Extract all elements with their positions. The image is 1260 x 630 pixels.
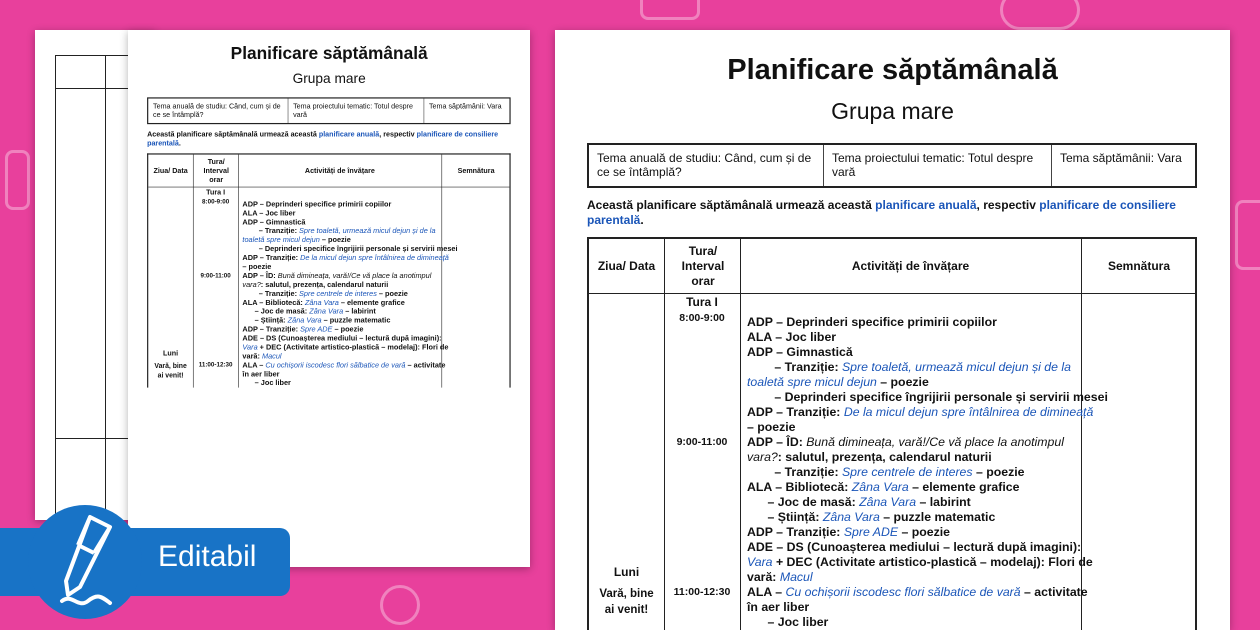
activity-text: Bună dimineața, vară!/Ce vă place la anotimpul: [806, 435, 1064, 449]
activity-line: [242, 334, 445, 343]
activities-list: [242, 199, 458, 388]
shift-label: Tura I: [686, 295, 718, 309]
activity-line: [747, 495, 1087, 510]
activity-text: ALA – Bibliotecă:: [242, 298, 305, 307]
activity-line: [242, 253, 449, 263]
activity-text: Bună dimineața, vară!/Ce vă place la anotimpul: [277, 271, 432, 280]
info-table: [587, 143, 1197, 188]
intro-text-mid: , respectiv: [976, 198, 1040, 212]
activity-line: [242, 227, 445, 236]
activity-text: – Tranziție:: [747, 360, 842, 374]
header-activities: Activități de învățare: [304, 166, 375, 175]
time-slot: 11:00-12:30: [198, 361, 233, 369]
parental-plan-link[interactable]: planificare de consiliere parentală: [587, 198, 1176, 227]
week-theme: Tema săptămânii: Vara: [1060, 151, 1182, 165]
activity-line: [242, 370, 445, 379]
activity-text: – Joc de masă:: [747, 495, 860, 509]
header-interval: Tura/ Interval orar: [203, 157, 229, 184]
activity-link: toaletă spre micul dejun: [242, 235, 320, 244]
activity-text: – elemente grafice: [908, 480, 1020, 494]
activity-line: [242, 298, 445, 307]
day-theme: Vară, bine ai venit!: [154, 362, 187, 380]
activity-text: – Deprinderi specifice îngrijirii personale și servirii mesei: [747, 390, 1108, 404]
header-signature: Semnătura: [1107, 259, 1171, 273]
activity-text: – poezie: [898, 525, 950, 539]
activity-line: [242, 244, 458, 254]
activity-line: [747, 615, 1087, 630]
activity-text: : salutul, prezența, calendarul naturii: [777, 450, 992, 464]
schedule-table: [587, 237, 1197, 630]
day-label: Luni: [163, 348, 179, 358]
annual-theme: Tema anuală de studiu: Când, cum și de ce se întâmplă?: [589, 145, 824, 186]
activity-line: [747, 405, 1094, 420]
activity-text: – Joc de masă:: [242, 307, 310, 316]
intro-text: [587, 198, 1197, 228]
activity-link[interactable]: Cu ochișorii iscodesc flori sălbatice de vară: [785, 585, 1021, 599]
activity-line: [242, 316, 445, 325]
activity-text: ADP – Tranziție:: [747, 525, 844, 539]
activity-line: [242, 361, 445, 370]
activity-line: [747, 600, 1087, 615]
activity-link[interactable]: Zâna Vara: [859, 495, 917, 509]
activity-link: De la micul dejun spre întâlnirea de dimineață: [300, 253, 449, 262]
activity-text: ADP – Gimnastică: [242, 217, 306, 227]
activities-list: [747, 315, 1108, 630]
time-slot: 8:00-9:00: [679, 312, 725, 324]
page-subtitle: Grupa mare: [292, 70, 366, 87]
editable-label: Editabil: [158, 540, 257, 573]
activity-line: [242, 352, 445, 361]
time-slot: 9:00-11:00: [200, 271, 231, 280]
activity-line: [242, 271, 445, 280]
activity-text: ALA –: [242, 360, 266, 370]
intro-text: [147, 130, 511, 148]
activity-text: – labirint: [916, 495, 971, 509]
time-slot: 11:00-12:30: [673, 586, 731, 598]
activity-line: [242, 209, 445, 218]
activity-line: [747, 525, 1087, 540]
activity-text: – poezie: [972, 465, 1025, 479]
activity-line: [747, 585, 1087, 600]
activity-line: [242, 342, 449, 352]
activity-link[interactable]: Spre centrele de interes: [841, 465, 973, 479]
activity-link[interactable]: toaletă spre micul dejun: [747, 375, 877, 389]
activity-line: [747, 315, 1087, 330]
time-slot: 9:00-11:00: [676, 436, 728, 448]
intro-text-end: .: [178, 139, 181, 148]
week-theme: Tema săptămânii: Vara: [428, 102, 502, 111]
activity-text: ADP – Gimnastică: [747, 345, 853, 359]
activity-link: Zâna Vara: [287, 316, 322, 325]
activity-line: [747, 375, 1087, 390]
info-table: [147, 97, 511, 124]
activity-text: – poezie: [319, 235, 351, 244]
activity-link[interactable]: Zâna Vara: [851, 480, 909, 494]
activity-line: [242, 379, 445, 388]
activity-text: – poezie: [876, 375, 929, 389]
activity-text: ADP – ÎD:: [747, 435, 807, 449]
project-theme: Tema proiectului tematic: Totul despre vară: [824, 145, 1052, 186]
activity-text: – Joc liber: [242, 378, 291, 388]
activity-line: [747, 435, 1087, 450]
activity-line: [747, 360, 1087, 375]
activity-text: ALA – Bibliotecă:: [747, 480, 852, 494]
activity-link[interactable]: Zâna Vara: [822, 510, 880, 524]
activity-text: – Știință:: [747, 510, 823, 524]
activity-text: – Deprinderi specifice îngrijirii personale și servirii mesei: [242, 244, 458, 253]
shift-label: Tura I: [206, 187, 226, 197]
activity-line: [242, 307, 445, 316]
header-activities: Activități de învățare: [851, 259, 970, 273]
activity-text: – Tranziție:: [242, 226, 300, 236]
activity-text: ADE – DS (Cunoașterea mediului – lectură după imagini):: [242, 333, 442, 343]
activity-line: [242, 218, 445, 227]
activity-text: în aer liber: [747, 600, 810, 614]
activity-text: + DEC (Activitate artistico-plastică – modelaj): Flori de: [772, 555, 1093, 569]
activity-text: ALA – Joc liber: [242, 208, 296, 218]
activity-text: în aer liber: [242, 369, 280, 379]
activity-line: [747, 330, 1087, 345]
annual-theme: Tema anuală de studiu: Când, cum și de ce se întâmplă?: [148, 99, 288, 123]
activity-link: Vara: [242, 342, 258, 352]
page-title: Planificare săptămânală: [230, 44, 428, 64]
activity-text: vara?: [242, 280, 261, 289]
activity-text: ADP – Deprinderi specifice primirii copiilor: [242, 199, 392, 209]
activity-link: Zâna Vara: [304, 298, 339, 307]
activity-text: ALA –: [747, 585, 786, 599]
activity-line: [747, 465, 1087, 480]
page-title: Planificare săptămânală: [727, 54, 1058, 86]
activity-line: [747, 510, 1087, 525]
activity-line: [242, 289, 445, 298]
activity-text: ALA – Joc liber: [747, 330, 837, 344]
activity-link[interactable]: Vara: [747, 555, 773, 569]
project-theme: Tema proiectului tematic: Totul despre vară: [288, 99, 424, 123]
day-theme: Vară, bine ai venit!: [599, 588, 654, 616]
activity-text: ADE – DS (Cunoașterea mediului – lectură după imagini):: [747, 540, 1082, 554]
activity-text: – Tranziție:: [242, 289, 300, 298]
day-label: Luni: [613, 565, 640, 579]
activity-text: – poezie: [747, 420, 796, 434]
activity-link[interactable]: Spre ADE: [843, 525, 899, 539]
pencil-edit-icon: [28, 505, 142, 619]
activity-link[interactable]: Macul: [779, 570, 813, 584]
activity-text: – poezie: [376, 289, 408, 298]
header-signature: Semnătura: [457, 166, 495, 175]
activity-text: – poezie: [242, 262, 272, 271]
activity-text: ADP – Tranziție:: [242, 325, 301, 334]
activity-text: : salutul, prezența, calendarul naturii: [260, 280, 389, 289]
document-page: [555, 30, 1230, 630]
intro-text-end: .: [640, 213, 644, 227]
middle-page-preview: [128, 30, 530, 567]
activity-line: [747, 540, 1087, 555]
activity-text: – puzzle matematic: [879, 510, 996, 524]
activity-link[interactable]: Spre toaletă, urmează micul dejun și de la: [841, 360, 1071, 374]
activity-text: – activitate: [1020, 585, 1088, 599]
parental-plan-link: planificare de consiliere parentală: [147, 130, 499, 148]
intro-text-start: Această planificare săptămânală urmează această: [147, 130, 319, 139]
activity-line: [747, 450, 1087, 465]
activity-text: + DEC (Activitate artistico-plastică – modelaj): Flori de: [257, 342, 449, 352]
activity-line: [242, 325, 445, 334]
activity-text: ADP – Deprinderi specifice primirii copiilor: [747, 315, 997, 329]
activity-text: – labirint: [343, 307, 376, 316]
annual-plan-link[interactable]: planificare anuală: [875, 198, 977, 212]
activity-link: Spre toaletă, urmează micul dejun și de la: [299, 226, 436, 236]
activity-link[interactable]: De la micul dejun spre întâlnirea de dimineață: [843, 405, 1094, 419]
activity-line: [242, 200, 445, 209]
activity-text: ADP – Tranziție:: [242, 253, 301, 262]
activity-line: [747, 570, 1087, 585]
activity-text: ADP – ÎD:: [242, 271, 278, 280]
activity-text: vara?: [747, 450, 778, 464]
activity-line: [747, 390, 1108, 405]
intro-text-start: Această planificare săptămânală urmează această: [587, 198, 876, 212]
time-slot: 8:00-9:00: [202, 198, 230, 206]
activity-line: [747, 345, 1087, 360]
activity-text: vară:: [747, 570, 780, 584]
activity-text: – poezie: [332, 325, 364, 334]
header-day: Ziua/ Data: [597, 259, 656, 273]
activity-text: – Știință:: [242, 316, 288, 325]
activity-text: – puzzle matematic: [321, 316, 391, 325]
header-interval: Tura/ Interval orar: [681, 244, 725, 288]
activity-line: [242, 236, 445, 245]
activity-link: Macul: [261, 351, 282, 361]
activity-text: – Joc liber: [747, 615, 829, 629]
activity-line: [747, 555, 1093, 570]
annual-plan-link: planificare anuală: [318, 130, 380, 139]
activity-link: Zâna Vara: [309, 307, 344, 316]
activity-text: ADP – Tranziție:: [747, 405, 844, 419]
schedule-table: [147, 153, 511, 387]
activity-text: – Tranziție:: [747, 465, 842, 479]
activity-link: Spre centrele de interes: [299, 289, 377, 298]
activity-line: [242, 262, 445, 271]
activity-text: – elemente grafice: [338, 298, 405, 307]
intro-text-mid: , respectiv: [379, 130, 417, 139]
activity-line: [747, 420, 1087, 435]
activity-line: [242, 280, 445, 289]
activity-link: Cu ochișorii iscodesc flori sălbatice de vară: [265, 360, 406, 370]
header-day: Ziua/ Data: [153, 166, 188, 175]
activity-text: – activitate: [405, 360, 446, 370]
page-subtitle: Grupa mare: [831, 98, 954, 124]
activity-text: vară:: [242, 351, 262, 361]
activity-line: [747, 480, 1087, 495]
activity-link: Spre ADE: [300, 325, 333, 334]
